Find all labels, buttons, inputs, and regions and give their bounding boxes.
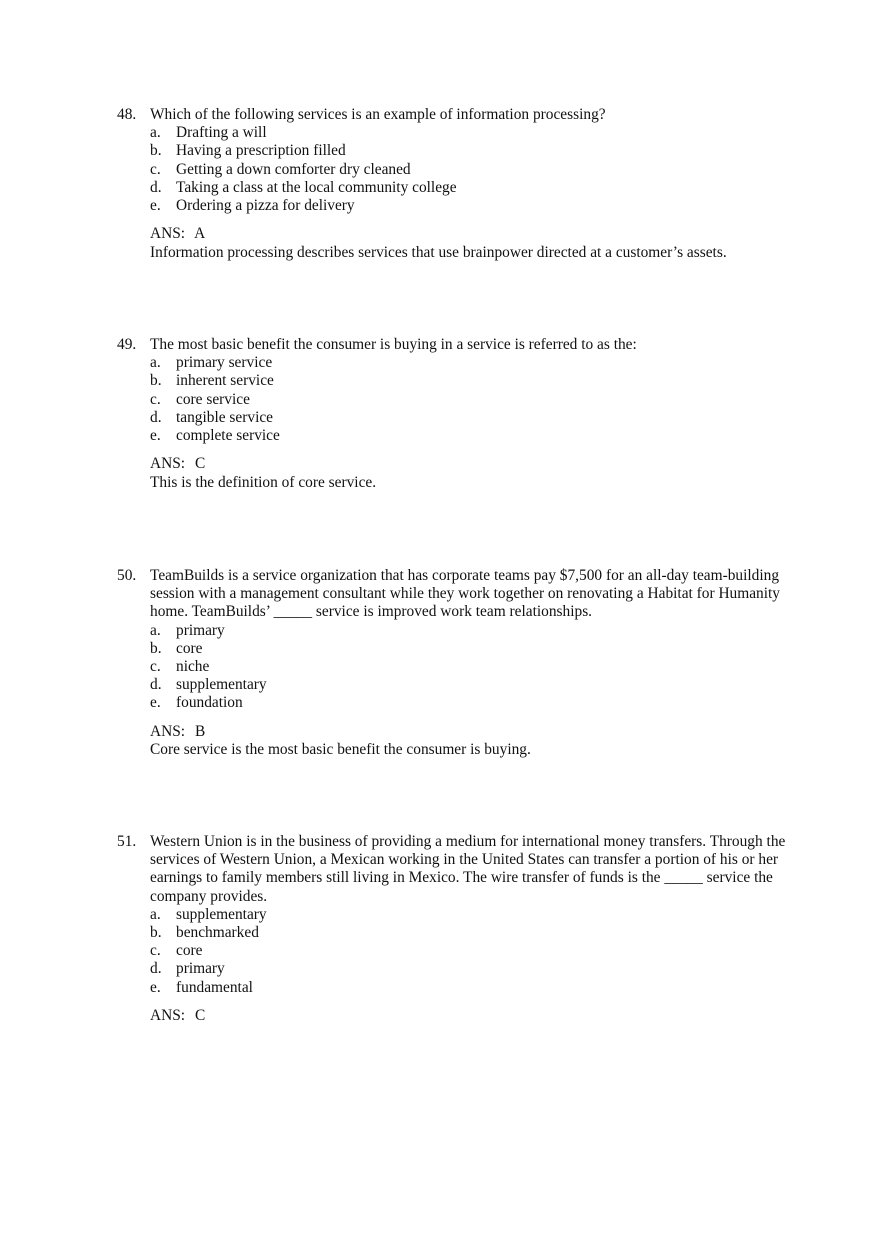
option-a	[150, 906, 880, 924]
question-stem	[0, 567, 880, 622]
option-text: Getting a down comforter dry cleaned	[176, 160, 411, 178]
answer-explanation: This is the definition of core service.	[150, 473, 377, 491]
answer-value: A	[194, 225, 206, 243]
question-49	[0, 336, 880, 492]
option-text: primary	[176, 960, 225, 978]
question-text: Western Union is in the business of providing a medium for international money transfers. Through the services of Western Union, a Mexican working in the United States can transfer a portion of his or her earnings to family members still living in Mexico. The wire transfer of funds is the _____ service the company provides.	[150, 833, 786, 905]
option-letter: d.	[150, 960, 162, 978]
option-text: tangible service	[176, 408, 274, 426]
question-number: 49.	[117, 336, 137, 353]
option-text: Drafting a will	[176, 124, 267, 142]
option-e	[150, 979, 880, 997]
question-48	[0, 106, 880, 262]
question-text: TeamBuilds is a service organization that has corporate teams pay $7,500 for an all-day team-building session with a management consultant while they work together on renovating a Habitat for Humanity home. TeamBuilds’ _____ service is improved work team relationships.	[150, 567, 781, 621]
option-text: fundamental	[176, 978, 253, 996]
answer-label: ANS:	[150, 225, 186, 243]
question-stem	[0, 336, 880, 354]
option-a	[150, 354, 880, 372]
option-letter: e.	[150, 196, 161, 214]
option-list	[150, 622, 880, 713]
option-text: complete service	[176, 426, 280, 444]
option-text: supplementary	[176, 905, 267, 923]
option-b	[150, 142, 880, 160]
option-text: Ordering a pizza for delivery	[176, 196, 355, 214]
question-stem	[0, 833, 880, 906]
answer-value: C	[194, 1006, 206, 1024]
option-text: foundation	[176, 694, 243, 712]
question-text: The most basic benefit the consumer is buying in a service is referred to as the:	[150, 336, 637, 353]
question-number: 51.	[117, 833, 137, 850]
option-text: core	[176, 639, 203, 657]
answer-label: ANS:	[150, 455, 186, 473]
answer-label: ANS:	[150, 722, 186, 740]
option-text: inherent service	[176, 372, 274, 390]
option-c	[150, 942, 880, 960]
option-c	[150, 391, 880, 409]
answer-line	[150, 225, 880, 243]
option-list	[150, 124, 880, 215]
option-letter: b.	[150, 142, 162, 160]
question-stem	[0, 106, 880, 124]
option-text: benchmarked	[176, 924, 259, 941]
answer-line	[150, 455, 880, 473]
option-letter: c.	[150, 160, 161, 178]
answer-explanation: Core service is the most basic benefit the consumer is buying.	[150, 740, 531, 758]
option-letter: e.	[150, 426, 161, 444]
option-e	[150, 197, 880, 215]
option-text: primary service	[176, 354, 273, 372]
answer-explanation: Information processing describes services that use brainpower directed at a customer’s assets.	[150, 243, 727, 261]
option-b	[150, 640, 880, 658]
option-e	[150, 694, 880, 712]
option-d	[150, 409, 880, 427]
option-letter: c.	[150, 657, 161, 675]
option-e	[150, 427, 880, 445]
option-letter: a.	[150, 124, 161, 142]
question-text: Which of the following services is an example of information processing?	[150, 106, 606, 123]
option-a	[150, 124, 880, 142]
option-letter: a.	[150, 354, 161, 372]
option-letter: e.	[150, 694, 161, 712]
option-letter: b.	[150, 639, 162, 657]
option-b	[150, 924, 880, 942]
question-number: 50.	[117, 567, 137, 584]
answer-value: C	[194, 455, 206, 473]
option-d	[150, 179, 880, 197]
option-text: supplementary	[176, 676, 267, 694]
option-letter: a.	[150, 621, 161, 639]
option-d	[150, 960, 880, 978]
question-number: 48.	[117, 106, 137, 123]
option-letter: b.	[150, 924, 162, 941]
option-text: core service	[176, 390, 250, 408]
question-51	[0, 833, 880, 1025]
answer-line	[150, 723, 880, 741]
answer-label: ANS:	[150, 1006, 186, 1024]
option-letter: d.	[150, 178, 162, 196]
option-letter: b.	[150, 372, 162, 390]
option-letter: a.	[150, 905, 161, 923]
answer-value: B	[194, 722, 206, 740]
option-text: primary	[176, 621, 225, 639]
answer-line	[150, 1007, 880, 1025]
option-letter: c.	[150, 942, 161, 960]
question-50	[0, 567, 880, 759]
option-text: niche	[176, 657, 210, 675]
option-list	[150, 354, 880, 445]
option-text: Having a prescription filled	[176, 142, 346, 160]
option-list	[150, 906, 880, 997]
option-letter: c.	[150, 390, 161, 408]
option-c	[150, 658, 880, 676]
option-letter: d.	[150, 408, 162, 426]
option-letter: e.	[150, 978, 161, 996]
option-text: core	[176, 942, 203, 960]
option-b	[150, 372, 880, 390]
option-text: Taking a class at the local community college	[176, 178, 457, 196]
option-a	[150, 622, 880, 640]
option-c	[150, 161, 880, 179]
option-d	[150, 676, 880, 694]
option-letter: d.	[150, 676, 162, 694]
